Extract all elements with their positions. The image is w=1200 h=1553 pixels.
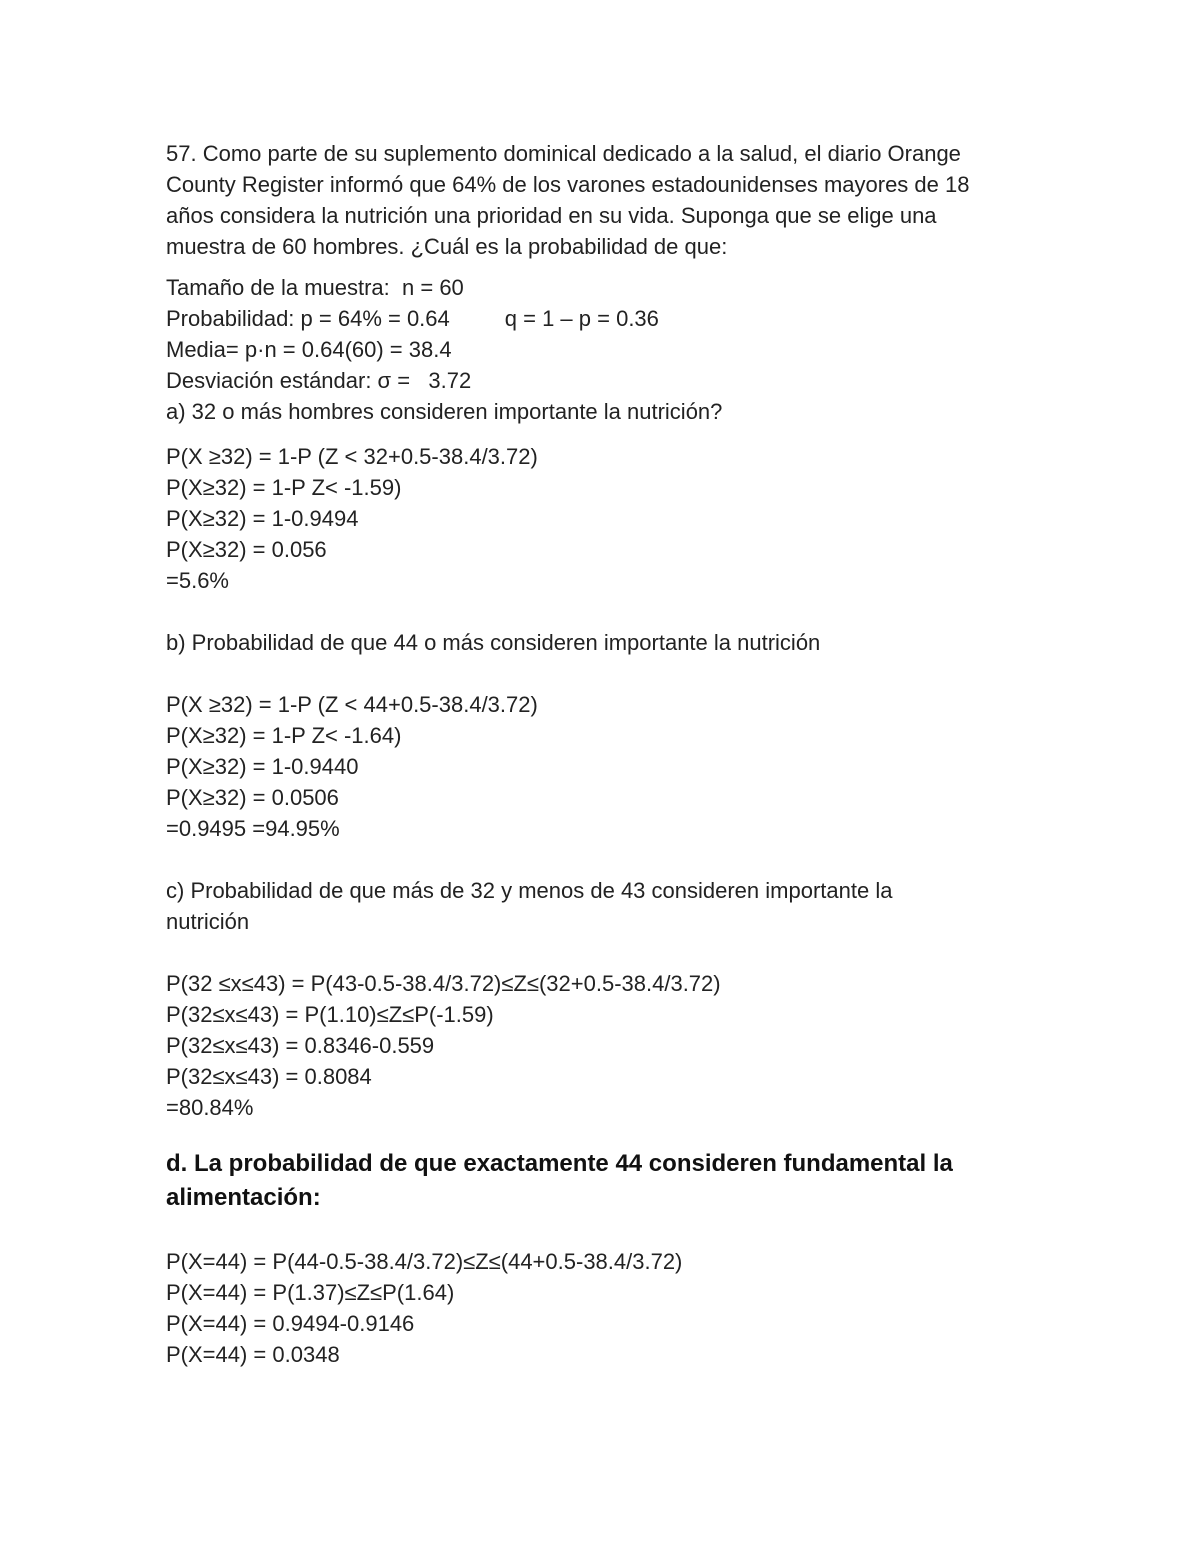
part-a-question: a) 32 o más hombres consideren importante la nutrición? bbox=[166, 399, 723, 424]
part-c-step: P(32 ≤x≤43) = P(43-0.5-38.4/3.72)≤Z≤(32+0.5-38.4/3.72) bbox=[166, 971, 721, 996]
part-c-result: =80.84% bbox=[166, 1095, 254, 1120]
part-a bbox=[166, 396, 1046, 596]
std-dev-value: Desviación estándar: σ = 3.72 bbox=[166, 368, 472, 393]
part-b-step: P(X≥32) = 0.0506 bbox=[166, 785, 339, 810]
part-b-result: =0.9495 =94.95% bbox=[166, 816, 340, 841]
part-d-result: P(X=44) = 0.0348 bbox=[166, 1342, 340, 1367]
part-a-result: =5.6% bbox=[166, 568, 229, 593]
part-d-step: P(X=44) = 0.9494-0.9146 bbox=[166, 1311, 415, 1336]
part-c-question: nutrición bbox=[166, 909, 250, 934]
part-b-question: b) Probabilidad de que 44 o más consideren importante la nutrición bbox=[166, 630, 821, 655]
givens-block bbox=[166, 272, 1046, 396]
part-c-step: P(32≤x≤43) = 0.8346-0.559 bbox=[166, 1033, 435, 1058]
part-d-heading-emphasis: exactamente 44 bbox=[463, 1150, 643, 1177]
mean-value: Media= p·n = 0.64(60) = 38.4 bbox=[166, 337, 452, 362]
problem-line: años considera la nutrición una prioridad en su vida. Suponga que se elige una bbox=[166, 203, 937, 228]
problem-line: muestra de 60 hombres. ¿Cuál es la probabilidad de que: bbox=[166, 234, 728, 259]
part-d-heading-post: consideren fundamental la bbox=[642, 1150, 953, 1177]
problem-statement bbox=[166, 138, 1046, 262]
part-d-step: P(X=44) = P(44-0.5-38.4/3.72)≤Z≤(44+0.5-38.4/3.72) bbox=[166, 1249, 683, 1274]
probability-values: Probabilidad: p = 64% = 0.64 q = 1 – p = 0.36 bbox=[166, 306, 659, 331]
part-d-heading-line2: alimentación: bbox=[166, 1184, 321, 1211]
part-b-step: P(X≥32) = 1-P Z< -1.64) bbox=[166, 723, 402, 748]
part-d-heading-pre: d. La probabilidad de que bbox=[166, 1150, 464, 1177]
problem-line: County Register informó que 64% de los varones estadounidenses mayores de 18 bbox=[166, 172, 970, 197]
part-c bbox=[166, 875, 1046, 1123]
part-d-step: P(X=44) = P(1.37)≤Z≤P(1.64) bbox=[166, 1280, 455, 1305]
part-a-step: P(X≥32) = 1-0.9494 bbox=[166, 506, 359, 531]
part-d bbox=[166, 1147, 1046, 1370]
document-page bbox=[166, 138, 1046, 1370]
part-c-step: P(32≤x≤43) = P(1.10)≤Z≤P(-1.59) bbox=[166, 1002, 494, 1027]
part-b bbox=[166, 627, 1046, 844]
sample-size: Tamaño de la muestra: n = 60 bbox=[166, 275, 464, 300]
part-c-question: c) Probabilidad de que más de 32 y menos de 43 consideren importante la bbox=[166, 878, 893, 903]
part-a-step: P(X≥32) = 1-P Z< -1.59) bbox=[166, 475, 402, 500]
part-b-step: P(X ≥32) = 1-P (Z < 44+0.5-38.4/3.72) bbox=[166, 692, 538, 717]
part-b-step: P(X≥32) = 1-0.9440 bbox=[166, 754, 359, 779]
part-c-step: P(32≤x≤43) = 0.8084 bbox=[166, 1064, 372, 1089]
part-a-step: P(X≥32) = 0.056 bbox=[166, 537, 327, 562]
part-a-step: P(X ≥32) = 1-P (Z < 32+0.5-38.4/3.72) bbox=[166, 444, 538, 469]
part-d-heading bbox=[166, 1147, 1046, 1181]
problem-line: 57. Como parte de su suplemento dominical dedicado a la salud, el diario Orange bbox=[166, 141, 961, 166]
